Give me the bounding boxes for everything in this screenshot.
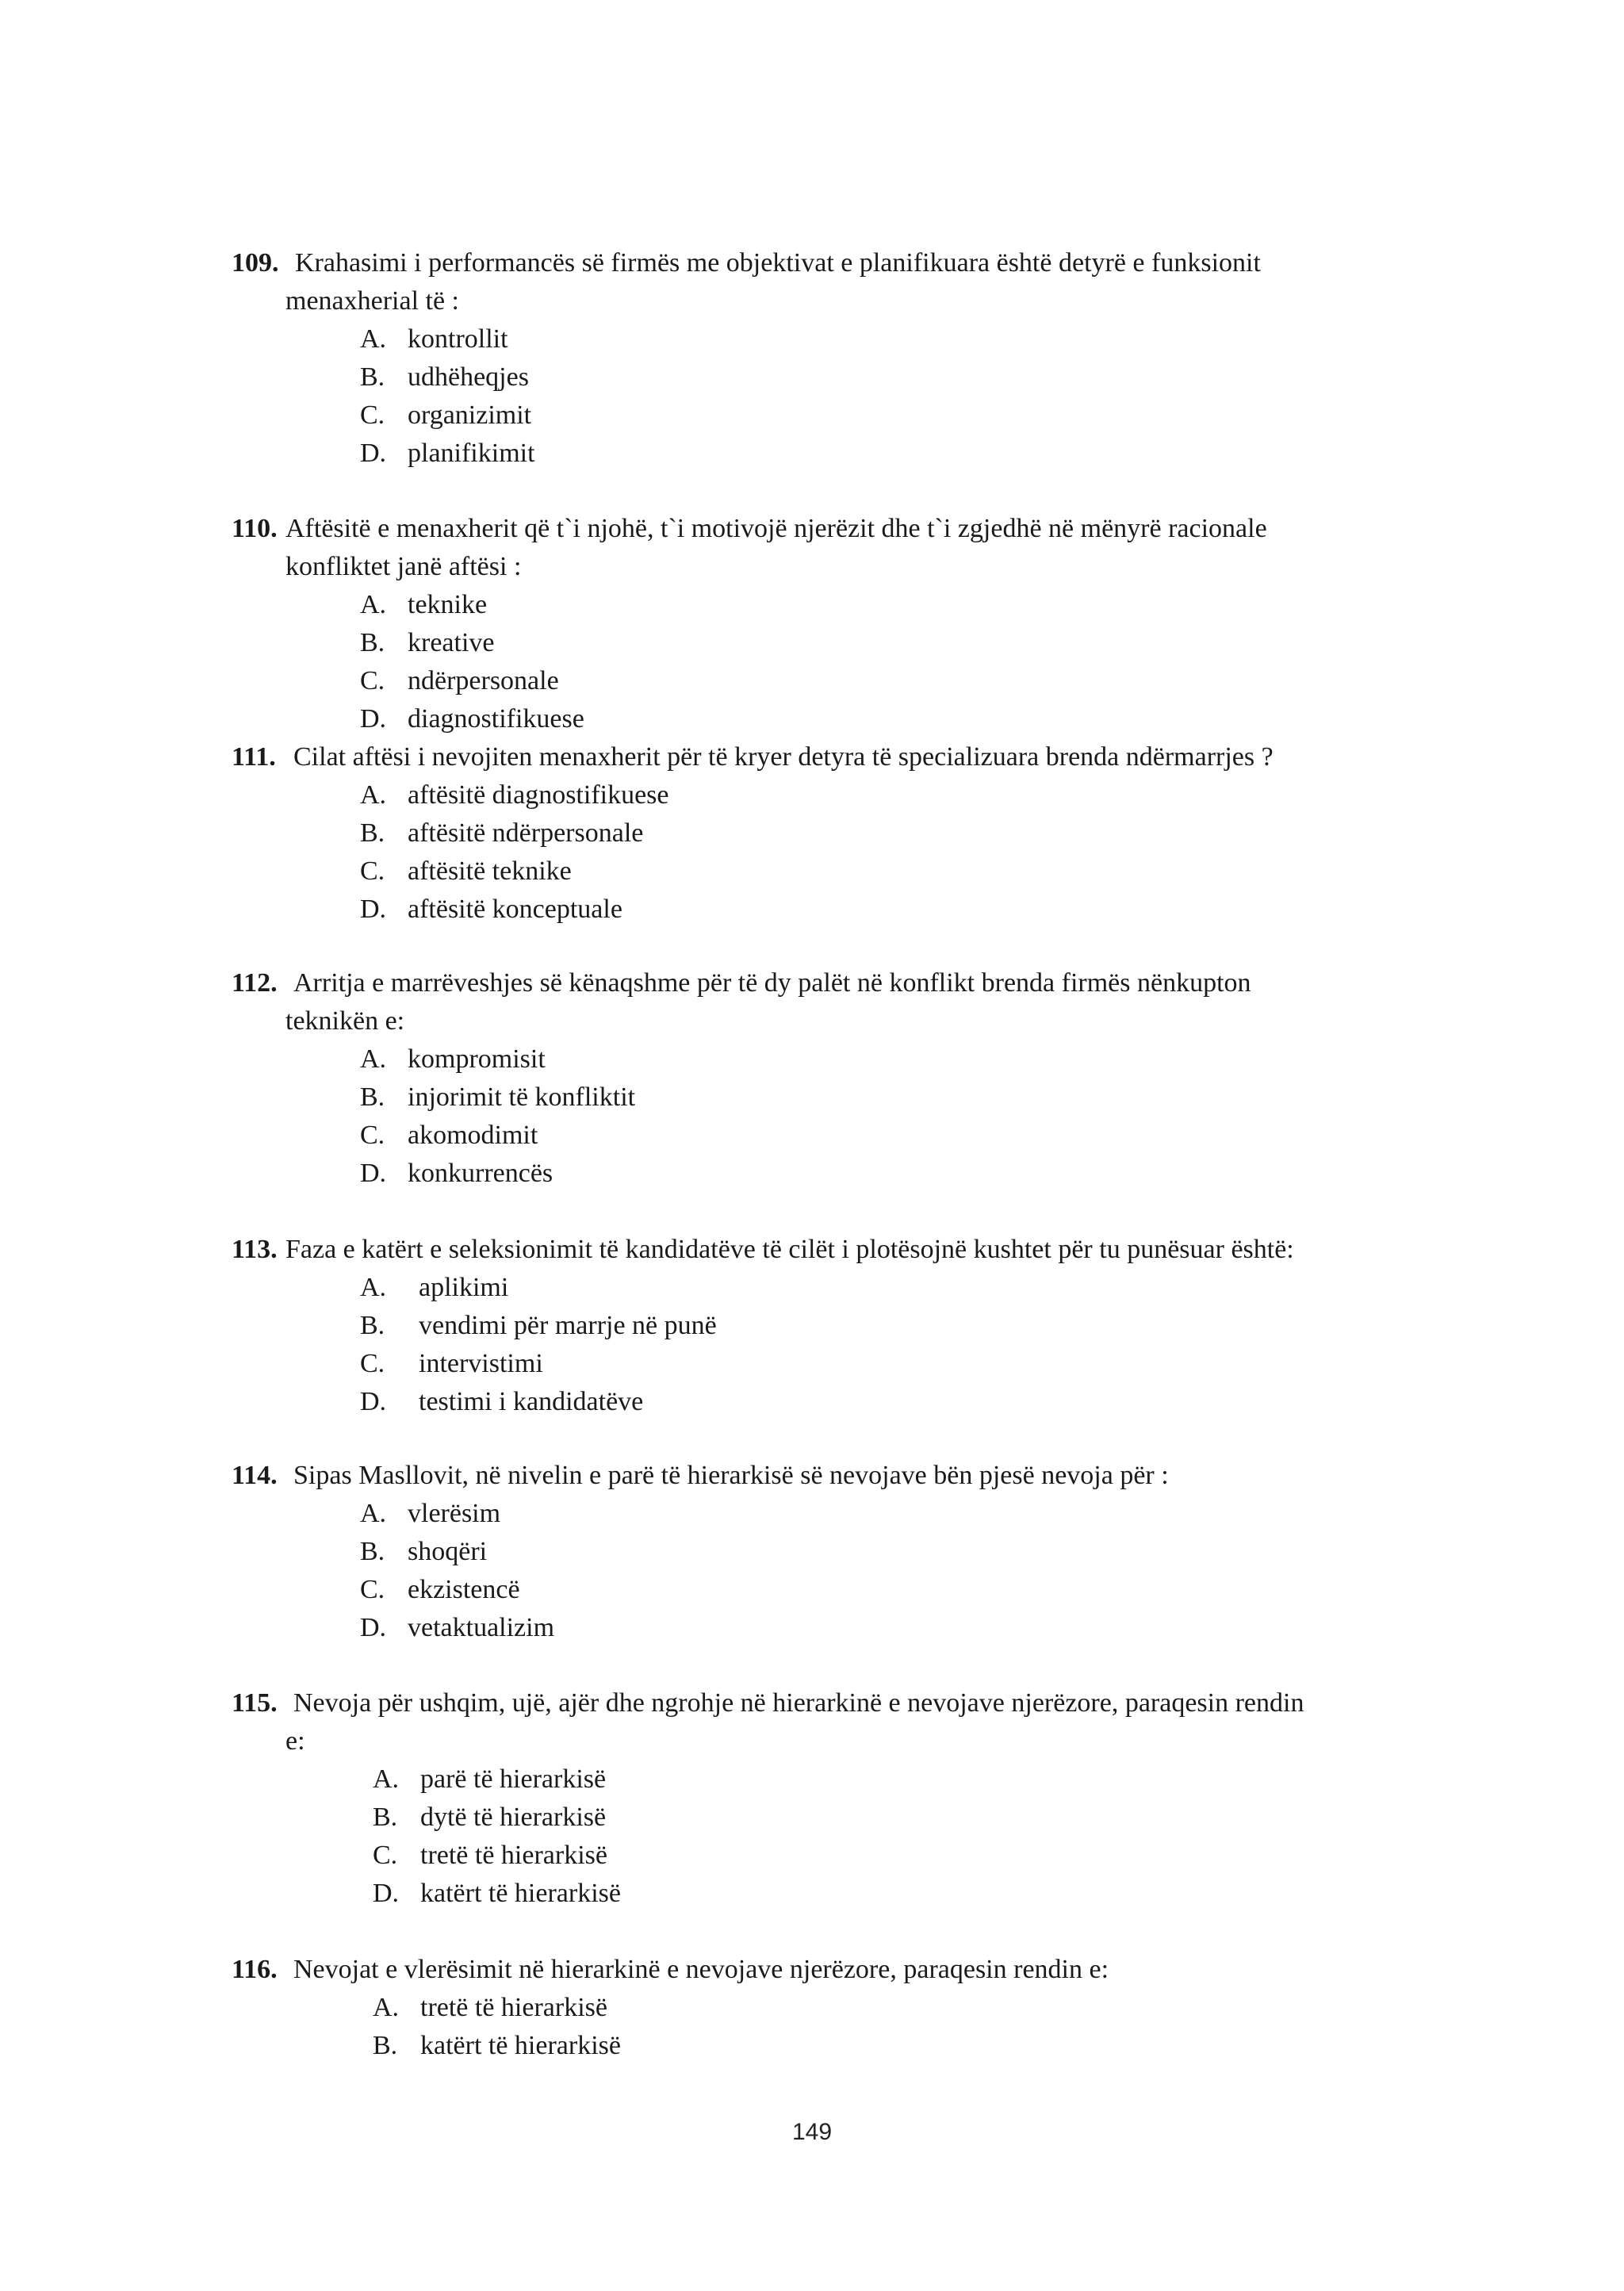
answer-options <box>232 586 1421 738</box>
question-number: 114. <box>232 1461 278 1490</box>
option-text: tretë të hierarkisë <box>420 1993 607 2022</box>
option-letter: A. <box>360 780 387 810</box>
option-text: parë të hierarkisë <box>420 1764 607 1794</box>
question-text: Nevojat e vlerësimit në hierarkinë e nevojave njerëzore, paraqesin rendin e: <box>293 1955 1109 1984</box>
answer-option-c <box>360 662 1421 700</box>
answer-options <box>232 1760 1421 1913</box>
answer-option-d <box>360 1383 1421 1421</box>
answer-option-c <box>360 397 1421 435</box>
option-text: testimi i kandidatëve <box>419 1387 644 1416</box>
question-number: 109. <box>232 248 279 278</box>
option-text: ekzistencë <box>408 1575 520 1604</box>
question-number: 111. <box>232 742 276 772</box>
question-text: Faza e katërt e seleksionimit të kandidatëve të cilët i plotësojnë kushtet për tu punësuar është: <box>285 1235 1294 1264</box>
option-letter: C. <box>360 666 385 695</box>
option-text: aftësitë konceptuale <box>408 895 622 924</box>
option-letter: A. <box>373 1993 400 2022</box>
option-text: teknike <box>408 590 488 619</box>
question-113 <box>232 1231 1421 1421</box>
answer-option-d <box>360 1155 1421 1193</box>
question-stem <box>232 964 1421 1002</box>
answer-options <box>232 776 1421 929</box>
option-letter: B. <box>360 1537 385 1566</box>
question-114 <box>232 1457 1421 1647</box>
question-stem <box>232 244 1421 282</box>
option-letter: D. <box>373 1879 400 1908</box>
option-text: kompromisit <box>408 1044 546 1074</box>
question-text-continuation: teknikën e: <box>285 1006 405 1036</box>
option-letter: C. <box>360 1121 385 1150</box>
option-text: intervistimi <box>419 1349 543 1378</box>
question-text: Sipas Masllovit, në nivelin e parë të hierarkisë së nevojave bën pjesë nevoja për : <box>293 1461 1169 1490</box>
option-letter: A. <box>360 590 387 619</box>
answer-option-a <box>360 1040 1421 1078</box>
option-text: diagnostifikuese <box>408 704 584 734</box>
option-letter: B. <box>360 1311 385 1340</box>
option-letter: D. <box>360 704 387 734</box>
option-text: aplikimi <box>419 1273 509 1302</box>
question-text: Arritja e marrëveshjes së kënaqshme për të dy palët në konflikt brenda firmës nënkupton <box>293 968 1251 998</box>
question-number: 116. <box>232 1955 278 1984</box>
question-stem <box>232 510 1421 548</box>
answer-option-a <box>360 320 1421 358</box>
option-text: aftësitë teknike <box>408 856 572 886</box>
answer-option-c <box>360 1117 1421 1155</box>
question-109 <box>232 244 1421 473</box>
option-letter: B. <box>360 1082 385 1112</box>
question-110 <box>232 510 1421 738</box>
answer-option-d <box>373 1875 1421 1913</box>
option-text: vlerësim <box>408 1499 501 1528</box>
option-text: vendimi për marrje në punë <box>419 1311 717 1340</box>
option-letter: D. <box>360 1613 387 1642</box>
option-letter: C. <box>373 1841 398 1870</box>
answer-option-c <box>360 1345 1421 1383</box>
option-letter: D. <box>360 895 387 924</box>
option-letter: D. <box>360 1387 387 1416</box>
answer-option-b <box>360 814 1421 852</box>
question-number: 115. <box>232 1688 278 1718</box>
question-text: Nevoja për ushqim, ujë, ajër dhe ngrohje në hierarkinë e nevojave njerëzore, paraqesin rendin <box>293 1688 1304 1718</box>
answer-option-b <box>360 358 1421 397</box>
option-text: katërt të hierarkisë <box>420 1879 621 1908</box>
answer-option-a <box>373 1989 1421 2027</box>
answer-option-b <box>360 624 1421 662</box>
answer-option-d <box>360 1609 1421 1647</box>
option-text: injorimit të konfliktit <box>408 1082 636 1112</box>
question-number: 112. <box>232 968 278 998</box>
option-letter: D. <box>360 1159 387 1188</box>
question-text: Cilat aftësi i nevojiten menaxherit për të kryer detyra të specializuara brenda ndërmarrjes ? <box>293 742 1274 772</box>
answer-option-a <box>360 1495 1421 1533</box>
answer-option-b <box>373 1799 1421 1837</box>
option-text: tretë të hierarkisë <box>420 1841 607 1870</box>
question-stem <box>232 1231 1421 1269</box>
answer-option-b <box>360 1078 1421 1117</box>
option-text: ndërpersonale <box>408 666 559 695</box>
option-letter: A. <box>373 1764 400 1794</box>
option-text: konkurrencës <box>408 1159 553 1188</box>
option-letter: C. <box>360 1349 385 1378</box>
answer-options <box>232 320 1421 473</box>
option-letter: A. <box>360 1273 387 1302</box>
option-text: vetaktualizim <box>408 1613 555 1642</box>
answer-option-d <box>360 435 1421 473</box>
option-text: planifikimit <box>408 439 535 468</box>
question-text: Aftësitë e menaxherit që t`i njohë, t`i motivojë njerëzit dhe t`i zgjedhë në mënyrë racionale <box>285 514 1267 543</box>
option-text: shoqëri <box>408 1537 488 1566</box>
question-text-continuation: konfliktet janë aftësi : <box>285 552 522 581</box>
question-stem <box>232 1457 1421 1495</box>
option-text: katërt të hierarkisë <box>420 2031 621 2060</box>
page-number: 149 <box>791 2119 833 2145</box>
option-letter: C. <box>360 1575 385 1604</box>
question-115 <box>232 1684 1421 1913</box>
option-letter: B. <box>373 1803 398 1832</box>
question-112 <box>232 964 1421 1193</box>
option-letter: C. <box>360 856 385 886</box>
option-letter: A. <box>360 324 387 354</box>
question-stem <box>232 1951 1421 1989</box>
question-number: 113. <box>232 1235 278 1264</box>
answer-options <box>232 1495 1421 1647</box>
question-111 <box>232 738 1421 929</box>
option-letter: C. <box>360 400 385 430</box>
option-text: dytë të hierarkisë <box>420 1803 607 1832</box>
answer-option-a <box>373 1760 1421 1799</box>
option-text: aftësitë diagnostifikuese <box>408 780 669 810</box>
option-text: aftësitë ndërpersonale <box>408 818 644 848</box>
question-text-continuation: menaxherial të : <box>285 286 460 316</box>
question-stem <box>232 1684 1421 1722</box>
question-text: Krahasimi i performancës së firmës me objektivat e planifikuara është detyrë e funksionit <box>295 248 1261 278</box>
option-letter: B. <box>360 818 385 848</box>
answer-option-a <box>360 1269 1421 1307</box>
option-letter: B. <box>360 362 385 392</box>
option-letter: A. <box>360 1044 387 1074</box>
option-text: kontrollit <box>408 324 508 354</box>
answer-option-c <box>373 1837 1421 1875</box>
answer-option-a <box>360 586 1421 624</box>
option-letter: D. <box>360 439 387 468</box>
option-text: udhëheqjes <box>408 362 529 392</box>
answer-option-a <box>360 776 1421 814</box>
answer-options <box>232 1269 1421 1421</box>
option-text: kreative <box>408 628 495 657</box>
answer-options <box>232 1040 1421 1193</box>
answer-option-d <box>360 891 1421 929</box>
question-stem <box>232 738 1421 776</box>
option-text: akomodimit <box>408 1121 538 1150</box>
answer-option-d <box>360 700 1421 738</box>
answer-option-b <box>360 1533 1421 1571</box>
option-letter: A. <box>360 1499 387 1528</box>
option-text: organizimit <box>408 400 532 430</box>
question-116 <box>232 1951 1421 2065</box>
answer-option-c <box>360 852 1421 891</box>
option-letter: B. <box>360 628 385 657</box>
question-text-continuation: e: <box>285 1726 305 1756</box>
option-letter: B. <box>373 2031 398 2060</box>
question-number: 110. <box>232 514 278 543</box>
answer-option-c <box>360 1571 1421 1609</box>
answer-option-b <box>373 2027 1421 2065</box>
answer-option-b <box>360 1307 1421 1345</box>
answer-options <box>232 1989 1421 2065</box>
